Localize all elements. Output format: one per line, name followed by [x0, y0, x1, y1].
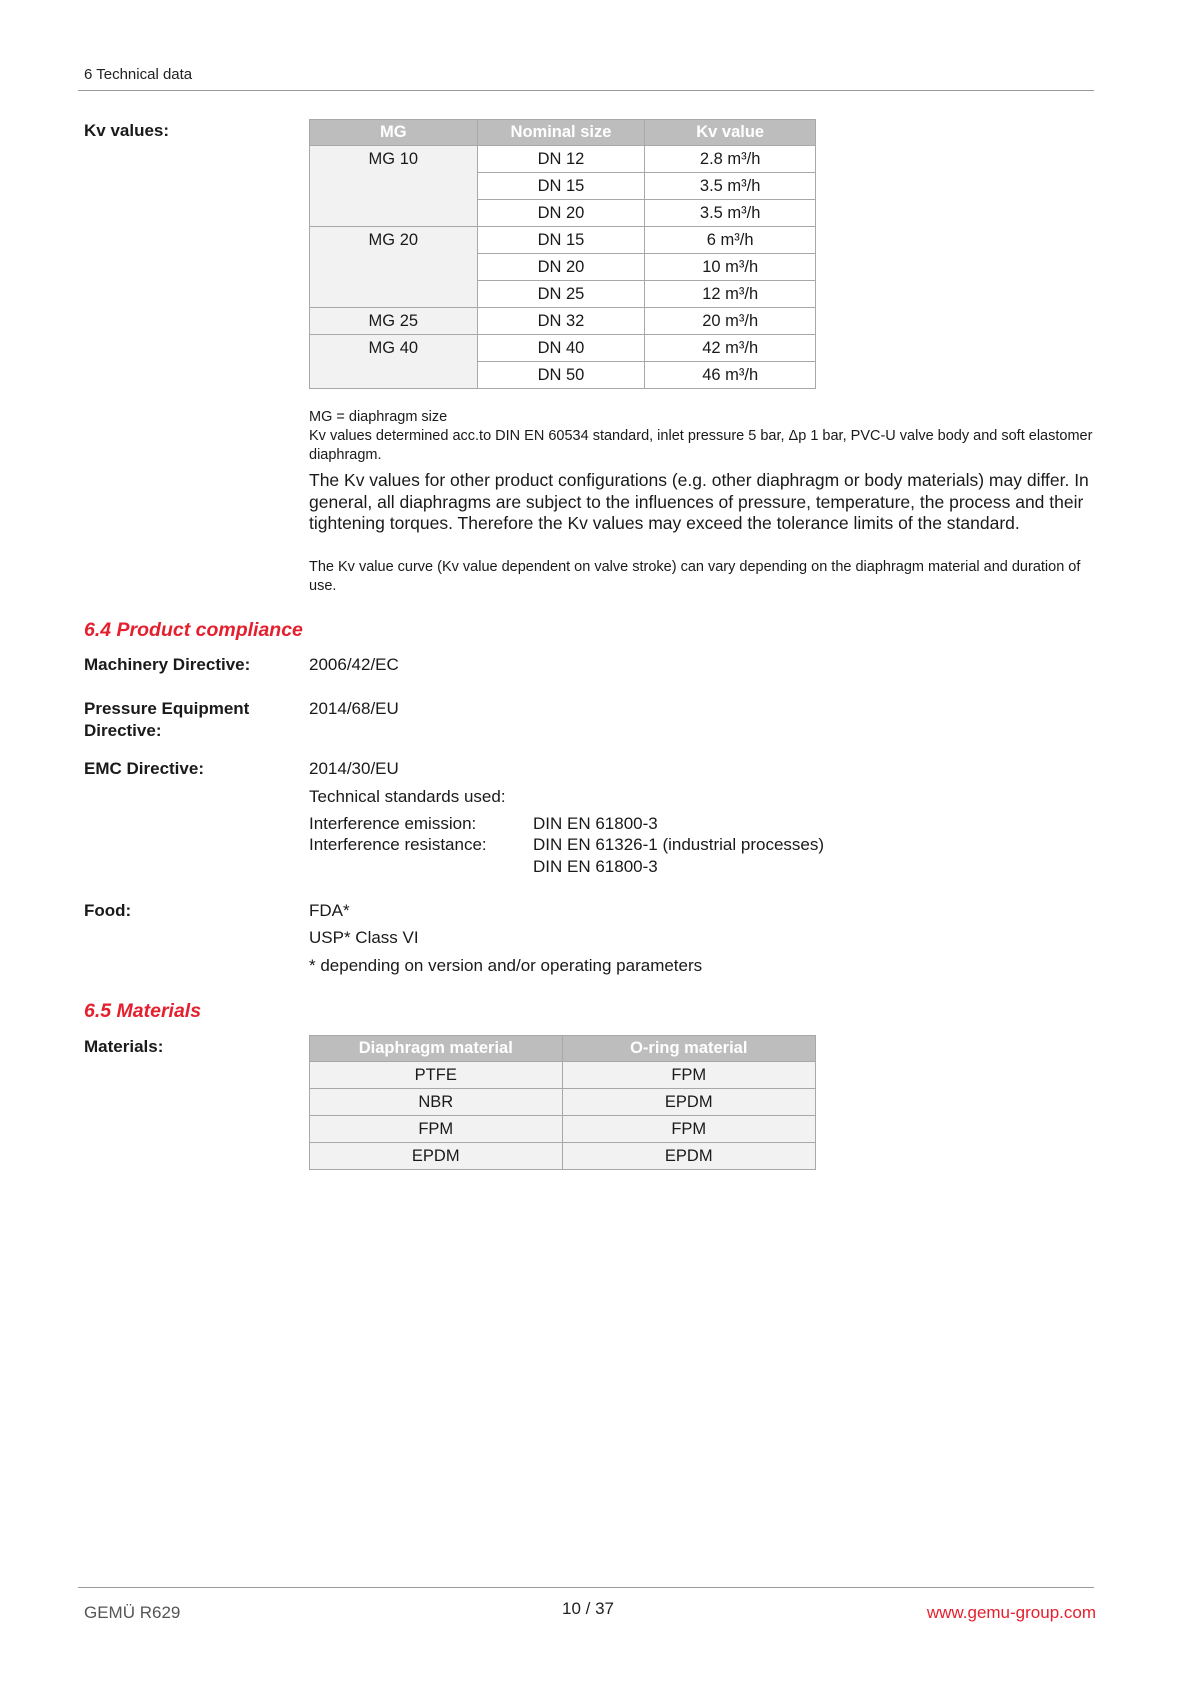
- interference-emission-label: Interference emission:: [309, 814, 477, 833]
- mg-cell: MG 40: [310, 335, 478, 389]
- kv-value-cell: 12 m³/h: [645, 281, 816, 308]
- food-label: Food:: [84, 901, 132, 920]
- footer-divider: [78, 1587, 1094, 1588]
- interference-resistance-value-1: DIN EN 61326-1 (industrial processes): [533, 835, 825, 854]
- food-footnote: * depending on version and/or operating parameters: [309, 956, 703, 975]
- pressure-equipment-label-line1: Pressure Equipment: [84, 699, 250, 718]
- pressure-equipment-label-line2: Directive:: [84, 721, 162, 740]
- interference-resistance-label: Interference resistance:: [309, 835, 487, 854]
- nominal-size-cell: DN 15: [477, 227, 645, 254]
- section-heading-materials: 6.5 Materials: [84, 1000, 202, 1022]
- kv-value-cell: 42 m³/h: [645, 335, 816, 362]
- o-ring-material-cell: FPM: [562, 1062, 815, 1089]
- kv-value-cell: 3.5 m³/h: [645, 200, 816, 227]
- diaphragm-material-cell: FPM: [310, 1116, 563, 1143]
- kv-value-cell: 2.8 m³/h: [645, 146, 816, 173]
- materials-table-header-row: [310, 1036, 816, 1062]
- nominal-size-cell: DN 25: [477, 281, 645, 308]
- kv-value-cell: 20 m³/h: [645, 308, 816, 335]
- mg-cell: MG 20: [310, 227, 478, 308]
- nominal-size-cell: DN 20: [477, 200, 645, 227]
- header-divider: [78, 90, 1094, 91]
- footer-product-name: GEMÜ R629: [84, 1603, 181, 1622]
- kv-paragraph: The Kv values for other product configurations (e.g. other diaphragm or body materials) may differ. In general, all diaphragms are subject to the influences of pressure, temperature, the process and their tightening torques. Therefore the Kv values may exceed the tolerance limits of the standard.: [309, 470, 1089, 533]
- footer-page-number: 10 / 37: [562, 1599, 614, 1618]
- interference-resistance-value-2: DIN EN 61800-3: [533, 857, 658, 876]
- column-header-o-ring-material: O-ring material: [562, 1036, 815, 1062]
- column-header-nominal-size: Nominal size: [477, 120, 645, 146]
- section-heading-product-compliance: 6.4 Product compliance: [84, 619, 303, 641]
- materials-table: [309, 1035, 816, 1170]
- kv-values-label: Kv values:: [84, 121, 170, 140]
- column-header-diaphragm-material: Diaphragm material: [310, 1036, 563, 1062]
- emc-directive-value: 2014/30/EU: [309, 759, 399, 778]
- table-row: [310, 146, 816, 173]
- o-ring-material-cell: EPDM: [562, 1089, 815, 1116]
- note-curve: The Kv value curve (Kv value dependent on valve stroke) can vary depending on the diaphragm material and duration of use.: [309, 559, 1081, 594]
- kv-value-cell: 46 m³/h: [645, 362, 816, 389]
- food-usp: USP* Class VI: [309, 928, 419, 947]
- emc-directive-label: EMC Directive:: [84, 759, 204, 778]
- table-row: [310, 227, 816, 254]
- note-mg: MG = diaphragm size: [309, 409, 448, 425]
- nominal-size-cell: DN 15: [477, 173, 645, 200]
- mg-cell: MG 25: [310, 308, 478, 335]
- kv-value-cell: 3.5 m³/h: [645, 173, 816, 200]
- o-ring-material-cell: EPDM: [562, 1143, 815, 1170]
- kv-table-body: [310, 146, 816, 389]
- column-header-mg: MG: [310, 120, 478, 146]
- kv-values-table: [309, 119, 816, 389]
- nominal-size-cell: DN 20: [477, 254, 645, 281]
- kv-value-cell: 6 m³/h: [645, 227, 816, 254]
- footer-website-link[interactable]: www.gemu-group.com: [926, 1603, 1096, 1622]
- materials-table-body: [310, 1062, 816, 1170]
- running-header: 6 Technical data: [84, 66, 193, 83]
- nominal-size-cell: DN 50: [477, 362, 645, 389]
- machinery-directive-label: Machinery Directive:: [84, 655, 251, 674]
- nominal-size-cell: DN 40: [477, 335, 645, 362]
- diaphragm-material-cell: NBR: [310, 1089, 563, 1116]
- kv-value-cell: 10 m³/h: [645, 254, 816, 281]
- nominal-size-cell: DN 32: [477, 308, 645, 335]
- table-row: [310, 1116, 816, 1143]
- table-row: [310, 308, 816, 335]
- pressure-equipment-value: 2014/68/EU: [309, 699, 399, 718]
- diaphragm-material-cell: EPDM: [310, 1143, 563, 1170]
- materials-label: Materials:: [84, 1037, 164, 1056]
- table-row: [310, 1062, 816, 1089]
- note-conditions: Kv values determined acc.to DIN EN 60534 standard, inlet pressure 5 bar, Δp 1 bar, PVC-U valve body and soft elastomer diaphragm.: [309, 428, 1093, 463]
- o-ring-material-cell: FPM: [562, 1116, 815, 1143]
- interference-emission-value: DIN EN 61800-3: [533, 814, 658, 833]
- table-row: [310, 1143, 816, 1170]
- diaphragm-material-cell: PTFE: [310, 1062, 563, 1089]
- table-row: [310, 1089, 816, 1116]
- column-header-kv-value: Kv value: [645, 120, 816, 146]
- mg-cell: MG 10: [310, 146, 478, 227]
- technical-standards-intro: Technical standards used:: [309, 787, 506, 806]
- kv-table-header-row: [310, 120, 816, 146]
- table-row: [310, 335, 816, 362]
- machinery-directive-value: 2006/42/EC: [309, 655, 399, 674]
- nominal-size-cell: DN 12: [477, 146, 645, 173]
- food-fda: FDA*: [309, 901, 350, 920]
